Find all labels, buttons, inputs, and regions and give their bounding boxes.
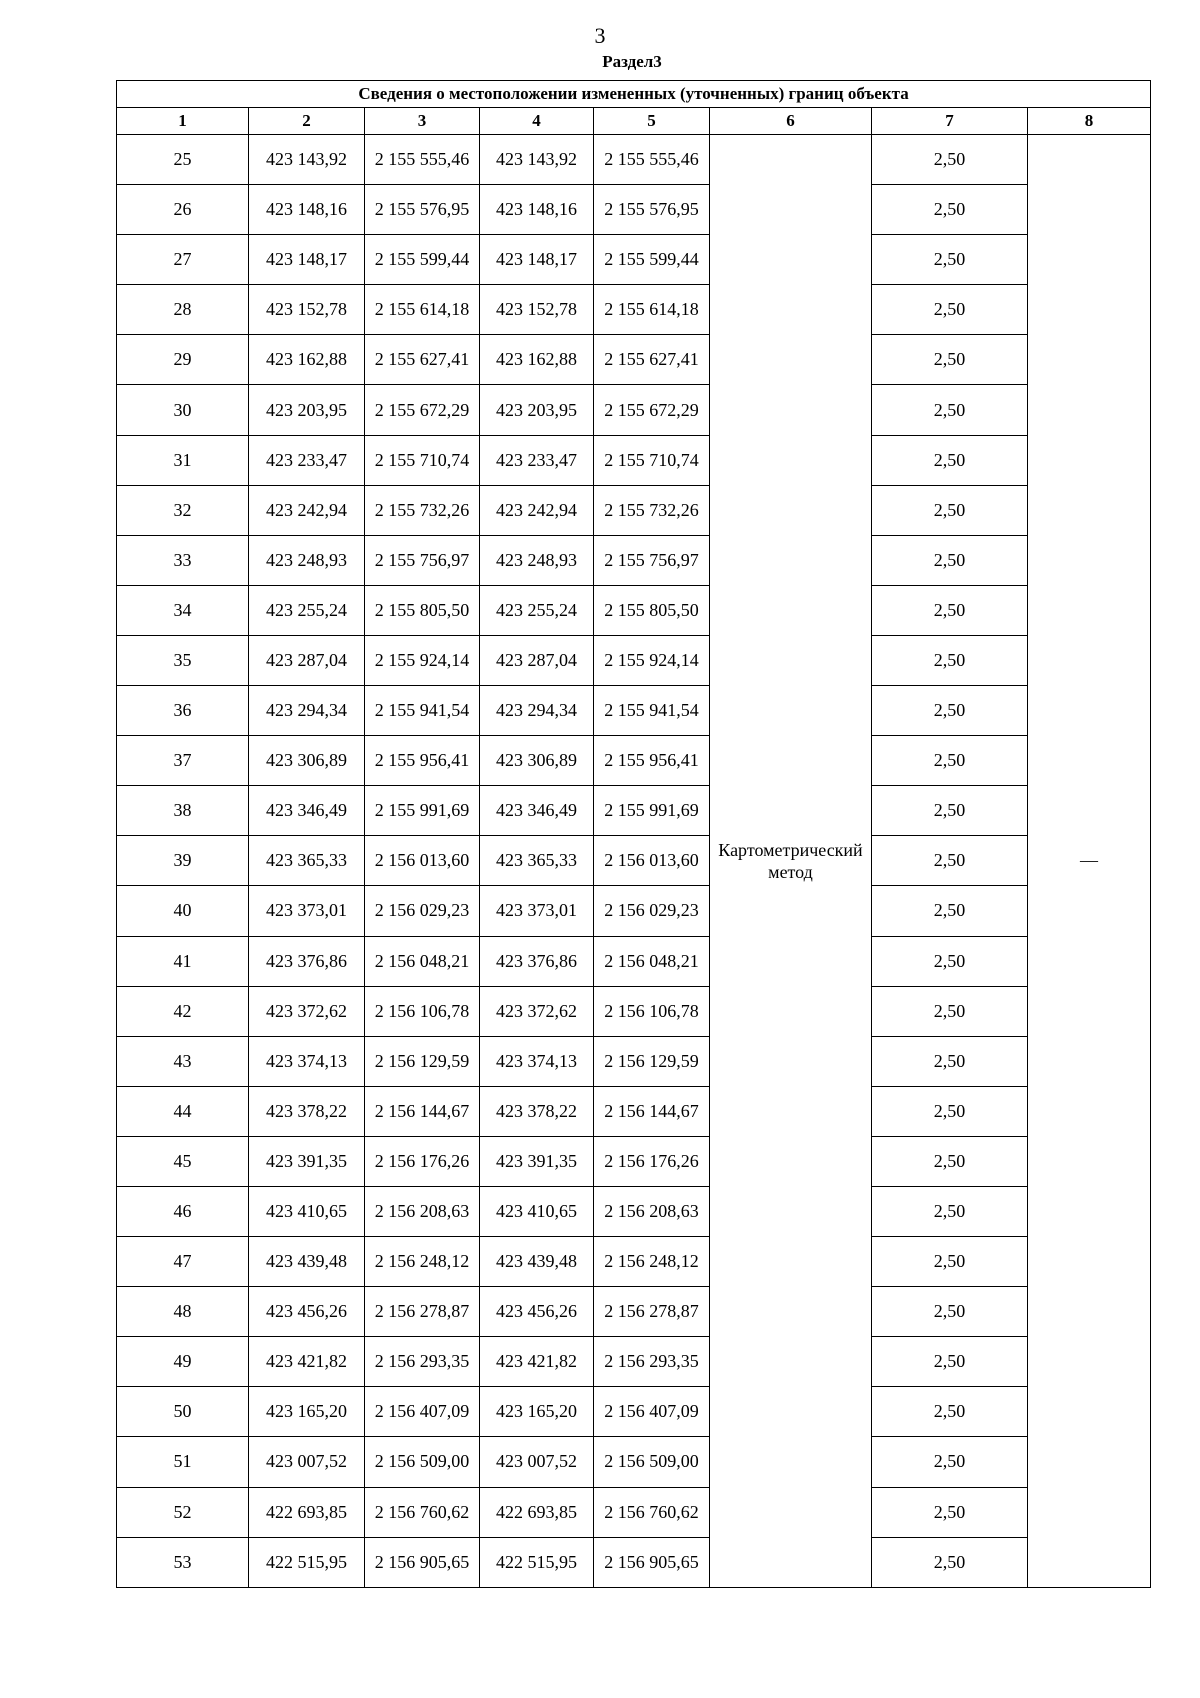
point-number-cell: 31: [117, 435, 249, 485]
accuracy-cell: 2,50: [872, 335, 1028, 385]
x-refined-cell: 423 456,26: [480, 1287, 594, 1337]
accuracy-cell: 2,50: [872, 936, 1028, 986]
point-number-cell: 29: [117, 335, 249, 385]
y-existing-cell: 2 155 941,54: [365, 686, 480, 736]
table-caption: Сведения о местоположении измененных (уточненных) границ объекта: [117, 81, 1151, 108]
x-refined-cell: 423 376,86: [480, 936, 594, 986]
x-existing-cell: 423 456,26: [249, 1287, 365, 1337]
table-row: [117, 1387, 1151, 1437]
table-row: [117, 1136, 1151, 1186]
x-refined-cell: 423 374,13: [480, 1036, 594, 1086]
x-refined-cell: 423 372,62: [480, 986, 594, 1036]
x-existing-cell: 423 143,92: [249, 135, 365, 185]
accuracy-cell: 2,50: [872, 1537, 1028, 1587]
y-refined-cell: 2 156 029,23: [594, 886, 710, 936]
accuracy-cell: 2,50: [872, 1186, 1028, 1236]
x-refined-cell: 423 365,33: [480, 836, 594, 886]
accuracy-cell: 2,50: [872, 585, 1028, 635]
column-number: 3: [365, 108, 480, 135]
table-row: [117, 786, 1151, 836]
point-number-cell: 51: [117, 1437, 249, 1487]
y-refined-cell: 2 156 048,21: [594, 936, 710, 986]
x-existing-cell: 423 248,93: [249, 535, 365, 585]
table-row: [117, 1337, 1151, 1387]
x-refined-cell: 423 410,65: [480, 1186, 594, 1236]
y-existing-cell: 2 156 106,78: [365, 986, 480, 1036]
x-refined-cell: 423 373,01: [480, 886, 594, 936]
point-number-cell: 27: [117, 235, 249, 285]
x-refined-cell: 423 378,22: [480, 1086, 594, 1136]
x-refined-cell: 423 143,92: [480, 135, 594, 185]
x-refined-cell: 423 148,16: [480, 185, 594, 235]
y-refined-cell: 2 156 129,59: [594, 1036, 710, 1086]
point-number-cell: 44: [117, 1086, 249, 1136]
table-row: [117, 585, 1151, 635]
y-refined-cell: 2 155 756,97: [594, 535, 710, 585]
accuracy-cell: 2,50: [872, 1036, 1028, 1086]
table-row: [117, 836, 1151, 886]
table-row: [117, 986, 1151, 1036]
y-existing-cell: 2 156 208,63: [365, 1186, 480, 1236]
point-number-cell: 50: [117, 1387, 249, 1437]
table-row: [117, 1487, 1151, 1537]
y-existing-cell: 2 156 248,12: [365, 1237, 480, 1287]
method-cell: Картометрический метод: [710, 135, 872, 1588]
point-number-cell: 26: [117, 185, 249, 235]
point-number-cell: 49: [117, 1337, 249, 1387]
y-refined-cell: 2 156 248,12: [594, 1237, 710, 1287]
y-existing-cell: 2 156 407,09: [365, 1387, 480, 1437]
y-refined-cell: 2 156 013,60: [594, 836, 710, 886]
table-row: [117, 335, 1151, 385]
y-existing-cell: 2 156 509,00: [365, 1437, 480, 1487]
point-number-cell: 48: [117, 1287, 249, 1337]
point-number-cell: 34: [117, 585, 249, 635]
y-existing-cell: 2 156 760,62: [365, 1487, 480, 1537]
x-refined-cell: 422 515,95: [480, 1537, 594, 1587]
y-refined-cell: 2 156 208,63: [594, 1186, 710, 1236]
accuracy-cell: 2,50: [872, 435, 1028, 485]
x-refined-cell: 422 693,85: [480, 1487, 594, 1537]
y-existing-cell: 2 155 710,74: [365, 435, 480, 485]
x-refined-cell: 423 346,49: [480, 786, 594, 836]
y-refined-cell: 2 155 576,95: [594, 185, 710, 235]
y-existing-cell: 2 155 991,69: [365, 786, 480, 836]
y-existing-cell: 2 155 805,50: [365, 585, 480, 635]
y-existing-cell: 2 156 013,60: [365, 836, 480, 886]
table-row: [117, 1086, 1151, 1136]
y-refined-cell: 2 155 614,18: [594, 285, 710, 335]
y-existing-cell: 2 156 278,87: [365, 1287, 480, 1337]
y-refined-cell: 2 155 627,41: [594, 335, 710, 385]
table-row: [117, 285, 1151, 335]
table-row: [117, 1437, 1151, 1487]
x-refined-cell: 423 148,17: [480, 235, 594, 285]
table-row: [117, 686, 1151, 736]
table-row: [117, 886, 1151, 936]
point-number-cell: 38: [117, 786, 249, 836]
column-number: 5: [594, 108, 710, 135]
accuracy-cell: 2,50: [872, 1086, 1028, 1136]
x-existing-cell: 423 287,04: [249, 635, 365, 685]
y-refined-cell: 2 155 732,26: [594, 485, 710, 535]
column-number: 1: [117, 108, 249, 135]
x-refined-cell: 423 203,95: [480, 385, 594, 435]
x-refined-cell: 423 165,20: [480, 1387, 594, 1437]
accuracy-cell: 2,50: [872, 986, 1028, 1036]
table-row: [117, 485, 1151, 535]
point-number-cell: 35: [117, 635, 249, 685]
x-existing-cell: 423 372,62: [249, 986, 365, 1036]
y-refined-cell: 2 155 956,41: [594, 736, 710, 786]
y-existing-cell: 2 156 048,21: [365, 936, 480, 986]
note-cell: —: [1028, 135, 1151, 1588]
section-title: Раздел3: [602, 52, 662, 71]
x-refined-cell: 423 242,94: [480, 485, 594, 535]
y-existing-cell: 2 155 599,44: [365, 235, 480, 285]
x-existing-cell: 423 294,34: [249, 686, 365, 736]
accuracy-cell: 2,50: [872, 1136, 1028, 1186]
column-number: 7: [872, 108, 1028, 135]
point-number-cell: 36: [117, 686, 249, 736]
table-row: [117, 936, 1151, 986]
x-refined-cell: 423 439,48: [480, 1237, 594, 1287]
y-refined-cell: 2 155 672,29: [594, 385, 710, 435]
x-existing-cell: 423 007,52: [249, 1437, 365, 1487]
accuracy-cell: 2,50: [872, 385, 1028, 435]
table-row: [117, 1036, 1151, 1086]
x-existing-cell: 423 255,24: [249, 585, 365, 635]
table-row: [117, 135, 1151, 185]
y-refined-cell: 2 156 407,09: [594, 1387, 710, 1437]
accuracy-cell: 2,50: [872, 485, 1028, 535]
point-number-cell: 47: [117, 1237, 249, 1287]
y-existing-cell: 2 156 905,65: [365, 1537, 480, 1587]
accuracy-cell: 2,50: [872, 1487, 1028, 1537]
point-number-cell: 25: [117, 135, 249, 185]
x-existing-cell: 423 376,86: [249, 936, 365, 986]
x-existing-cell: 423 365,33: [249, 836, 365, 886]
point-number-cell: 42: [117, 986, 249, 1036]
accuracy-cell: 2,50: [872, 1337, 1028, 1387]
point-number-cell: 52: [117, 1487, 249, 1537]
y-refined-cell: 2 155 805,50: [594, 585, 710, 635]
y-existing-cell: 2 155 555,46: [365, 135, 480, 185]
y-existing-cell: 2 155 732,26: [365, 485, 480, 535]
x-existing-cell: 423 378,22: [249, 1086, 365, 1136]
y-existing-cell: 2 155 672,29: [365, 385, 480, 435]
accuracy-cell: 2,50: [872, 836, 1028, 886]
y-refined-cell: 2 156 509,00: [594, 1437, 710, 1487]
accuracy-cell: 2,50: [872, 736, 1028, 786]
y-existing-cell: 2 156 029,23: [365, 886, 480, 936]
y-refined-cell: 2 155 941,54: [594, 686, 710, 736]
accuracy-cell: 2,50: [872, 1387, 1028, 1437]
accuracy-cell: 2,50: [872, 185, 1028, 235]
table-row: [117, 435, 1151, 485]
accuracy-cell: 2,50: [872, 1287, 1028, 1337]
x-existing-cell: 423 203,95: [249, 385, 365, 435]
table-row: [117, 635, 1151, 685]
x-refined-cell: 423 162,88: [480, 335, 594, 385]
y-refined-cell: 2 155 924,14: [594, 635, 710, 685]
y-existing-cell: 2 156 293,35: [365, 1337, 480, 1387]
point-number-cell: 37: [117, 736, 249, 786]
x-refined-cell: 423 306,89: [480, 736, 594, 786]
x-refined-cell: 423 287,04: [480, 635, 594, 685]
y-refined-cell: 2 156 905,65: [594, 1537, 710, 1587]
y-existing-cell: 2 155 614,18: [365, 285, 480, 335]
x-refined-cell: 423 294,34: [480, 686, 594, 736]
x-existing-cell: 423 391,35: [249, 1136, 365, 1186]
point-number-cell: 32: [117, 485, 249, 535]
x-existing-cell: 423 421,82: [249, 1337, 365, 1387]
y-refined-cell: 2 156 144,67: [594, 1086, 710, 1136]
accuracy-cell: 2,50: [872, 235, 1028, 285]
table-row: [117, 385, 1151, 435]
y-existing-cell: 2 155 956,41: [365, 736, 480, 786]
accuracy-cell: 2,50: [872, 686, 1028, 736]
table-row: [117, 1186, 1151, 1236]
y-refined-cell: 2 155 555,46: [594, 135, 710, 185]
point-number-cell: 46: [117, 1186, 249, 1236]
x-existing-cell: 423 306,89: [249, 736, 365, 786]
x-existing-cell: 422 515,95: [249, 1537, 365, 1587]
table-row: [117, 1537, 1151, 1587]
point-number-cell: 39: [117, 836, 249, 886]
accuracy-cell: 2,50: [872, 635, 1028, 685]
accuracy-cell: 2,50: [872, 285, 1028, 335]
y-refined-cell: 2 156 293,35: [594, 1337, 710, 1387]
y-existing-cell: 2 155 756,97: [365, 535, 480, 585]
column-number-row: [117, 108, 1151, 135]
x-existing-cell: 423 148,16: [249, 185, 365, 235]
table-body: [117, 81, 1151, 1588]
accuracy-cell: 2,50: [872, 886, 1028, 936]
x-existing-cell: 423 148,17: [249, 235, 365, 285]
point-number-cell: 28: [117, 285, 249, 335]
accuracy-cell: 2,50: [872, 535, 1028, 585]
y-existing-cell: 2 156 144,67: [365, 1086, 480, 1136]
x-refined-cell: 423 152,78: [480, 285, 594, 335]
x-refined-cell: 423 007,52: [480, 1437, 594, 1487]
x-refined-cell: 423 255,24: [480, 585, 594, 635]
x-refined-cell: 423 248,93: [480, 535, 594, 585]
y-refined-cell: 2 155 599,44: [594, 235, 710, 285]
accuracy-cell: 2,50: [872, 1437, 1028, 1487]
column-number: 6: [710, 108, 872, 135]
y-existing-cell: 2 155 576,95: [365, 185, 480, 235]
x-refined-cell: 423 391,35: [480, 1136, 594, 1186]
column-number: 2: [249, 108, 365, 135]
boundary-coordinates-table: [116, 80, 1151, 1588]
x-existing-cell: 423 165,20: [249, 1387, 365, 1437]
accuracy-cell: 2,50: [872, 786, 1028, 836]
y-existing-cell: 2 155 924,14: [365, 635, 480, 685]
x-existing-cell: 423 374,13: [249, 1036, 365, 1086]
table-row: [117, 736, 1151, 786]
x-existing-cell: 423 162,88: [249, 335, 365, 385]
table-caption-row: [117, 81, 1151, 108]
x-existing-cell: 423 233,47: [249, 435, 365, 485]
accuracy-cell: 2,50: [872, 135, 1028, 185]
y-existing-cell: 2 156 129,59: [365, 1036, 480, 1086]
point-number-cell: 43: [117, 1036, 249, 1086]
y-refined-cell: 2 156 760,62: [594, 1487, 710, 1537]
y-existing-cell: 2 156 176,26: [365, 1136, 480, 1186]
x-existing-cell: 423 410,65: [249, 1186, 365, 1236]
x-existing-cell: 423 373,01: [249, 886, 365, 936]
column-number: 4: [480, 108, 594, 135]
y-refined-cell: 2 156 176,26: [594, 1136, 710, 1186]
table-row: [117, 185, 1151, 235]
x-existing-cell: 423 346,49: [249, 786, 365, 836]
y-refined-cell: 2 155 991,69: [594, 786, 710, 836]
column-number: 8: [1028, 108, 1151, 135]
x-refined-cell: 423 233,47: [480, 435, 594, 485]
x-existing-cell: 422 693,85: [249, 1487, 365, 1537]
point-number-cell: 33: [117, 535, 249, 585]
x-existing-cell: 423 152,78: [249, 285, 365, 335]
point-number-cell: 41: [117, 936, 249, 986]
table-row: [117, 235, 1151, 285]
accuracy-cell: 2,50: [872, 1237, 1028, 1287]
table-row: [117, 1287, 1151, 1337]
y-refined-cell: 2 155 710,74: [594, 435, 710, 485]
x-refined-cell: 423 421,82: [480, 1337, 594, 1387]
page-number: 3: [594, 23, 606, 48]
table-row: [117, 1237, 1151, 1287]
y-existing-cell: 2 155 627,41: [365, 335, 480, 385]
point-number-cell: 40: [117, 886, 249, 936]
y-refined-cell: 2 156 278,87: [594, 1287, 710, 1337]
y-refined-cell: 2 156 106,78: [594, 986, 710, 1036]
point-number-cell: 30: [117, 385, 249, 435]
point-number-cell: 45: [117, 1136, 249, 1186]
x-existing-cell: 423 242,94: [249, 485, 365, 535]
point-number-cell: 53: [117, 1537, 249, 1587]
x-existing-cell: 423 439,48: [249, 1237, 365, 1287]
table-row: [117, 535, 1151, 585]
